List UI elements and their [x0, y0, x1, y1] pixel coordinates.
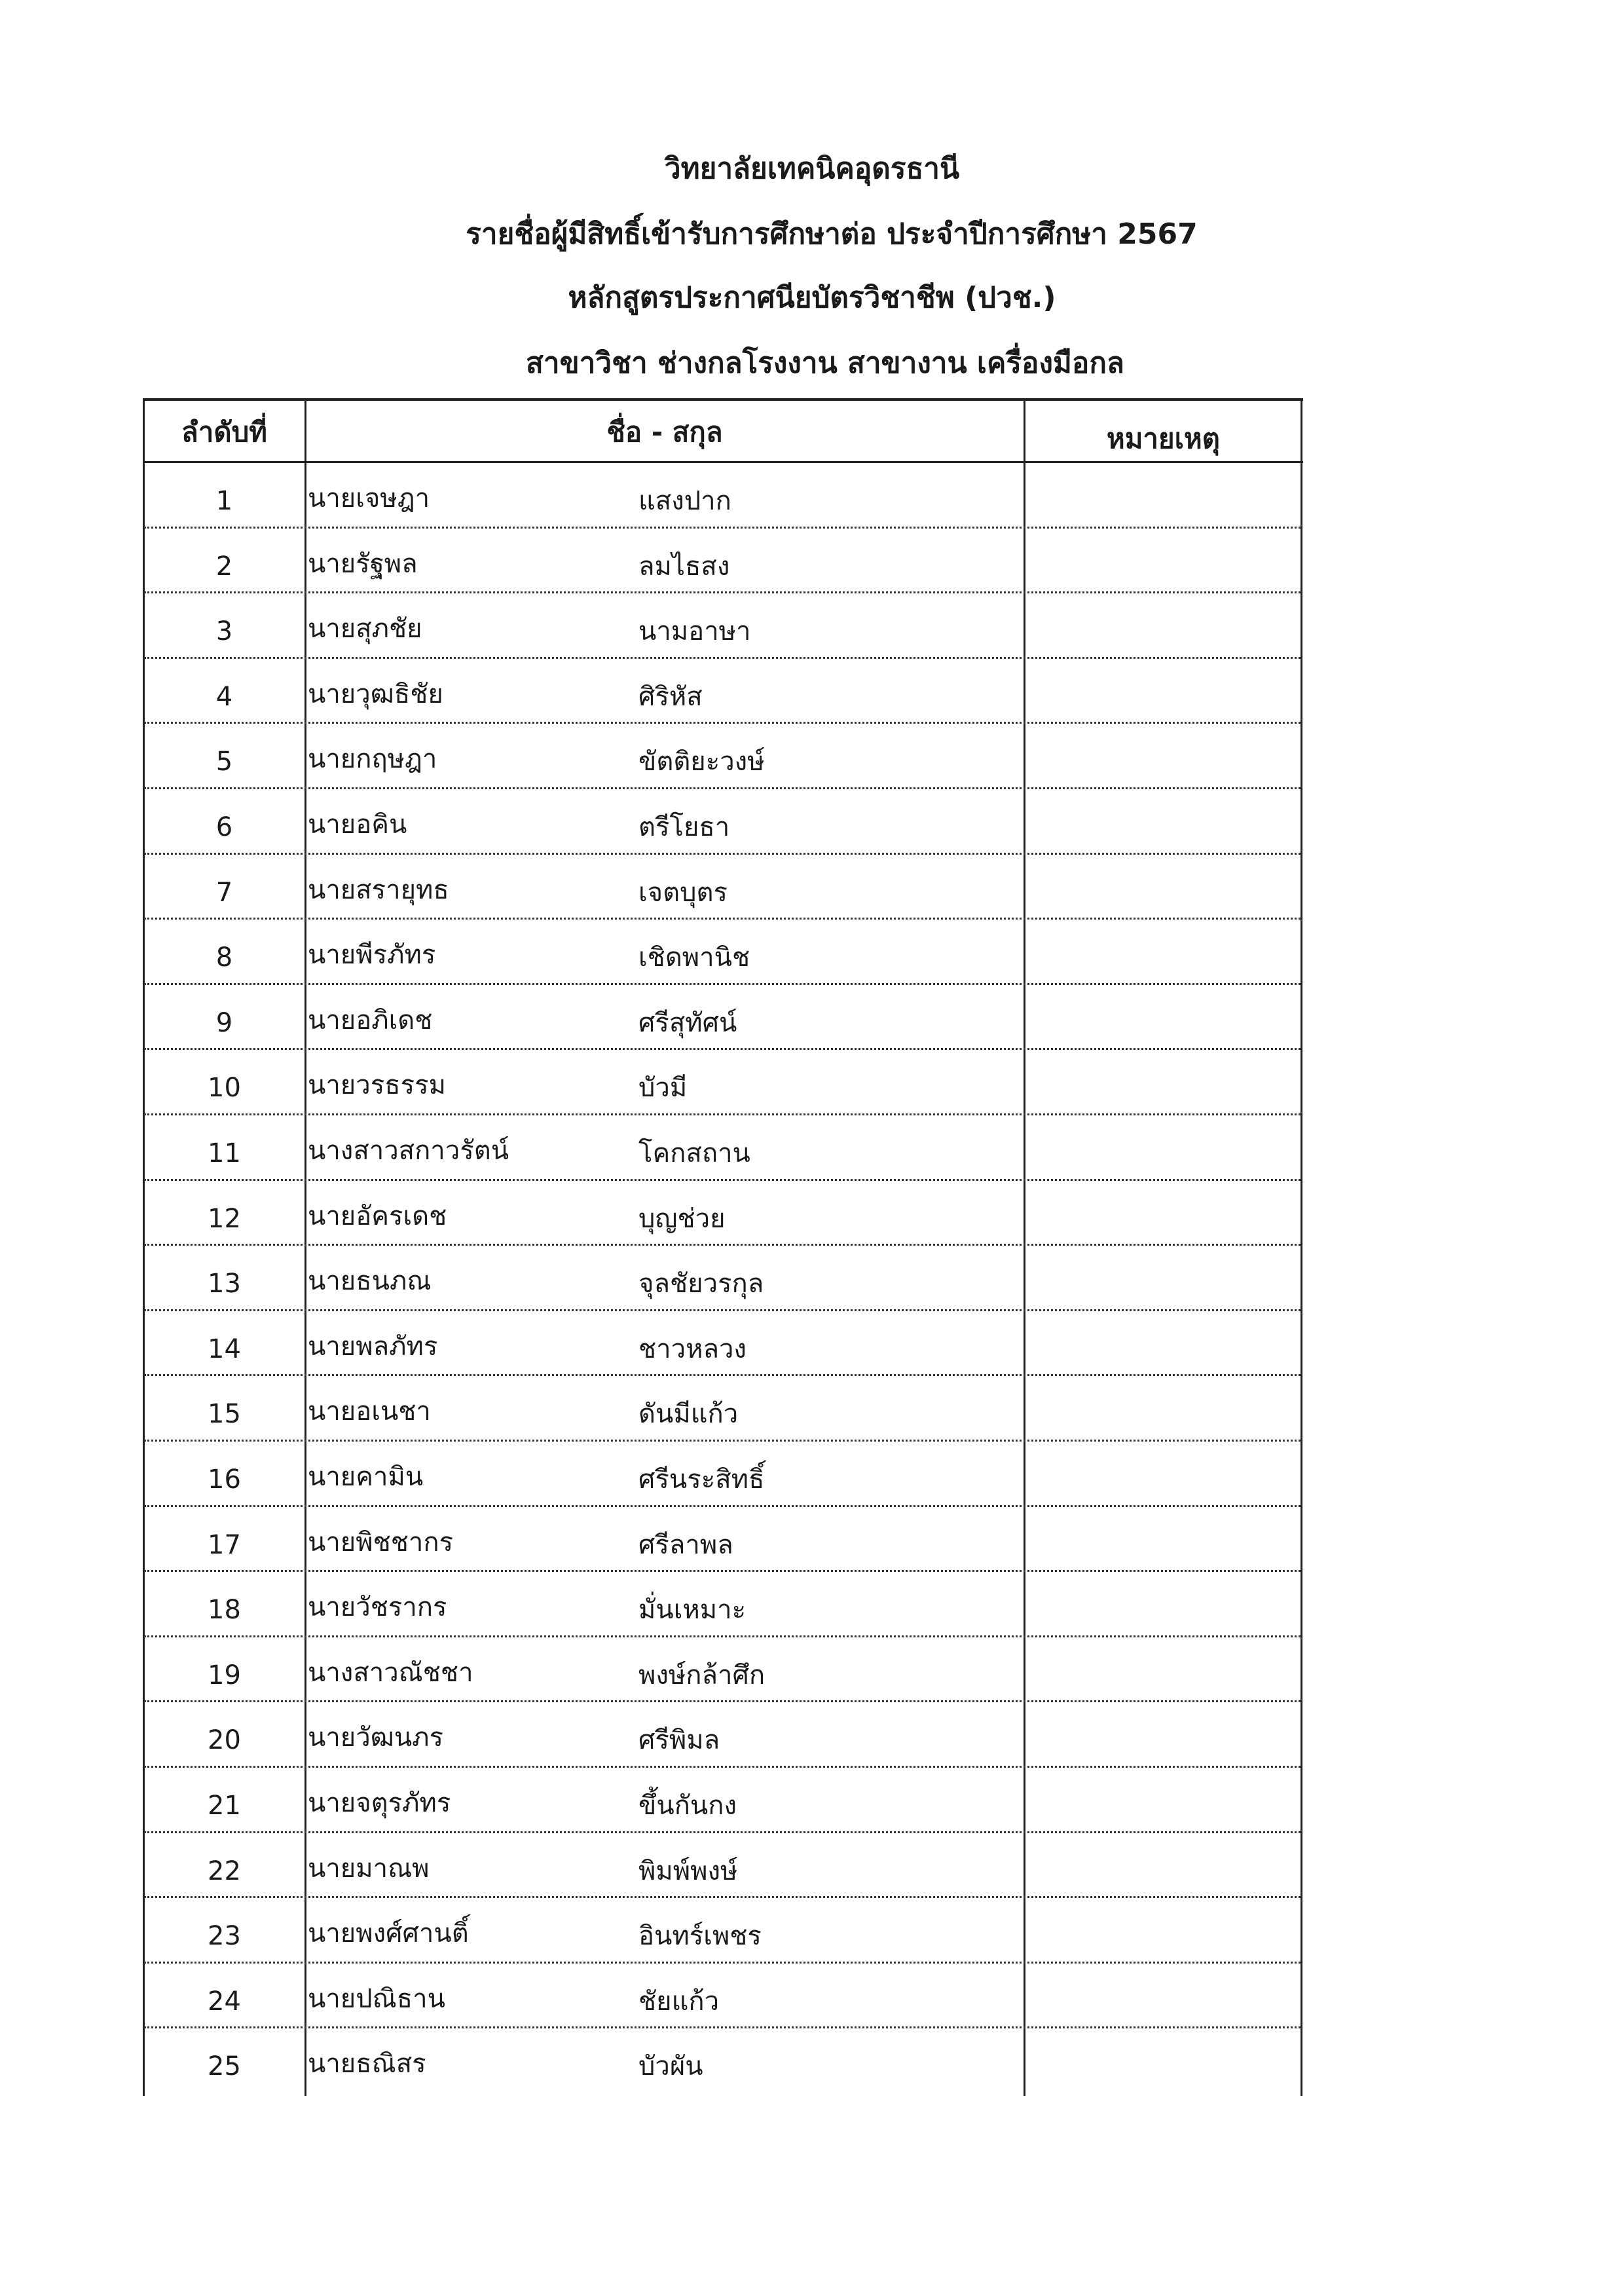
row-first-name: นางสาวสกาวรัตน์	[308, 1136, 509, 1166]
row-first-name: นายวัฒนภร	[308, 1723, 444, 1753]
row-last-name: ชัยแก้ว	[638, 1986, 720, 2017]
row-first-name: นายอภิเดช	[308, 1005, 433, 1035]
table-left-border	[143, 398, 145, 2096]
row-number: 1	[215, 486, 233, 516]
row-first-name: นายคามิน	[308, 1462, 424, 1492]
row-first-name: นายปณิธาน	[308, 1983, 445, 2014]
row-separator	[144, 1570, 1301, 1572]
row-separator	[144, 1962, 1301, 1964]
row-separator	[144, 1700, 1301, 1702]
row-last-name: เจตบุตร	[638, 877, 728, 908]
row-number: 7	[215, 877, 233, 908]
row-separator	[144, 591, 1301, 593]
table-right-border	[1301, 398, 1302, 2096]
row-first-name: นายสรายุทธ	[308, 874, 449, 905]
row-first-name: นายวรธรรม	[308, 1070, 446, 1101]
row-first-name: นายอคิน	[308, 810, 407, 840]
row-first-name: นายอเนชา	[308, 1396, 431, 1427]
row-number: 21	[208, 1791, 241, 1821]
row-separator	[144, 722, 1301, 724]
row-last-name: ศรีลาพล	[638, 1529, 733, 1560]
row-separator	[144, 1440, 1301, 1442]
row-first-name: นายรัฐพล	[308, 548, 418, 579]
row-separator	[144, 1505, 1301, 1507]
row-separator	[144, 1179, 1301, 1181]
row-last-name: โคกสถาน	[638, 1138, 750, 1168]
row-number: 12	[208, 1203, 241, 1234]
row-last-name: ขัตติยะวงษ์	[638, 747, 765, 777]
row-first-name: นายวัชรากร	[308, 1592, 447, 1623]
row-first-name: นายธนภณ	[308, 1266, 432, 1297]
row-last-name: จุลชัยวรกุล	[638, 1269, 764, 1299]
row-last-name: เชิดพานิช	[638, 942, 750, 973]
row-number: 24	[208, 1986, 241, 2017]
row-last-name: พิมพ์พงษ์	[638, 1855, 738, 1886]
row-number: 22	[208, 1855, 241, 1886]
row-number: 8	[215, 942, 233, 973]
table-top-border	[143, 398, 1303, 401]
column-header-no: ลำดับที่	[181, 416, 267, 448]
row-number: 20	[208, 1725, 241, 1756]
row-last-name: อินทร์เพชร	[638, 1921, 762, 1952]
row-number: 6	[215, 812, 233, 842]
row-last-name: มั่นเหมาะ	[638, 1595, 747, 1626]
row-number: 17	[208, 1529, 241, 1560]
row-number: 25	[208, 2051, 241, 2082]
row-number: 19	[208, 1660, 241, 1690]
row-separator	[144, 657, 1301, 659]
row-first-name: นายเจษฎา	[308, 483, 430, 513]
row-last-name: ศรีนระสิทธิ์	[638, 1464, 765, 1495]
row-number: 11	[208, 1138, 241, 1168]
row-separator	[144, 1113, 1301, 1115]
row-separator	[144, 918, 1301, 920]
row-separator	[144, 983, 1301, 985]
row-first-name: นางสาวณัชชา	[308, 1657, 473, 1688]
row-number: 14	[208, 1333, 241, 1364]
row-last-name: ศรีพิมล	[638, 1725, 720, 1756]
row-number: 16	[208, 1464, 241, 1495]
row-first-name: นายธณิสร	[308, 2049, 426, 2079]
row-last-name: ศิริหัส	[638, 681, 703, 712]
row-number: 18	[208, 1595, 241, 1626]
row-last-name: บุญช่วย	[638, 1203, 726, 1234]
row-last-name: บัวผัน	[638, 2051, 703, 2082]
row-first-name: นายกฤษฎา	[308, 744, 437, 775]
row-separator	[144, 1766, 1301, 1768]
row-separator	[144, 787, 1301, 789]
row-first-name: นายอัครเดช	[308, 1201, 447, 1231]
row-number: 10	[208, 1073, 241, 1104]
row-number: 5	[215, 747, 233, 777]
row-last-name: แสงปาก	[638, 486, 731, 516]
row-last-name: บัวมี	[638, 1073, 688, 1104]
row-first-name: นายพลภัทร	[308, 1331, 438, 1362]
row-first-name: นายวุฒธิชัย	[308, 679, 443, 709]
row-last-name: พงษ์กล้าศึก	[638, 1660, 766, 1690]
column-header-note: หมายเหตุ	[1107, 422, 1220, 455]
row-first-name: นายสุภชัย	[308, 614, 422, 644]
row-last-name: นามอาษา	[638, 616, 751, 647]
row-first-name: นายพงศ์ศานติ์	[308, 1918, 469, 1949]
row-separator	[144, 1309, 1301, 1311]
row-number: 23	[208, 1921, 241, 1952]
row-first-name: นายมาณพ	[308, 1853, 430, 1884]
row-number: 9	[215, 1007, 233, 1038]
row-last-name: ชาวหลวง	[638, 1333, 747, 1364]
row-number: 13	[208, 1269, 241, 1299]
row-separator	[144, 2026, 1301, 2028]
program-title: หลักสูตรประกาศนียบัตรวิชาชีพ (ปวช.)	[568, 281, 1056, 314]
row-first-name: นายจตุรภัทร	[308, 1788, 451, 1818]
row-number: 4	[215, 681, 233, 712]
row-separator	[144, 1048, 1301, 1050]
row-last-name: ศรีสุทัศน์	[638, 1007, 737, 1038]
row-number: 3	[215, 616, 233, 647]
row-last-name: ดันมีแก้ว	[638, 1399, 739, 1430]
row-last-name: ขึ้นกันกง	[638, 1791, 737, 1821]
row-last-name: ลมไธสง	[638, 551, 730, 582]
college-title: วิทยาลัยเทคนิคอุดรธานี	[664, 152, 960, 185]
col-divider-1	[304, 398, 306, 2096]
column-header-name: ชื่อ - สกุล	[606, 416, 723, 448]
row-separator	[144, 1374, 1301, 1376]
col-divider-2	[1024, 398, 1025, 2096]
row-separator	[144, 1244, 1301, 1246]
row-number: 2	[215, 551, 233, 582]
list-title: รายชื่อผู้มีสิทธิ์เข้ารับการศึกษาต่อ ประจำปีการศึกษา 2567	[466, 217, 1198, 251]
row-separator	[144, 1831, 1301, 1833]
row-first-name: นายพีรภัทร	[308, 940, 436, 971]
row-separator	[144, 853, 1301, 855]
major-title: สาขาวิชา ช่างกลโรงงาน สาขางาน เครื่องมือกล	[526, 346, 1124, 380]
row-separator	[144, 527, 1301, 529]
row-separator	[144, 1896, 1301, 1898]
row-first-name: นายพิชชากร	[308, 1527, 454, 1557]
row-separator	[144, 1635, 1301, 1637]
header-bottom-border	[143, 461, 1303, 463]
row-number: 15	[208, 1399, 241, 1430]
row-last-name: ตรีโยธา	[638, 812, 730, 842]
